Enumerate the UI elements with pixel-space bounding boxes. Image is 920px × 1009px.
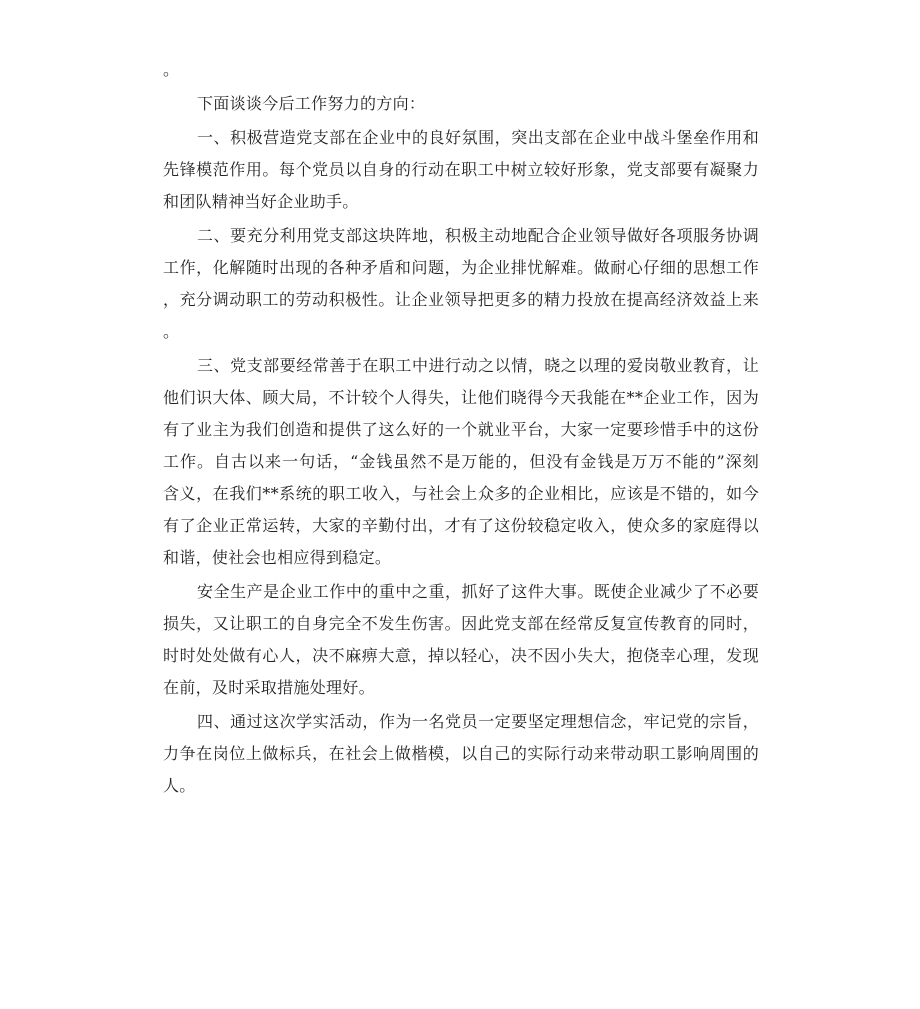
text-line: 有了企业正常运转，大家的辛勤付出，才有了这份较稳定收入，使众多的家庭得以 [163,516,759,535]
text-line: 二、要充分利用党支部这块阵地，积极主动地配合企业领导做好各项服务协调 [197,226,759,245]
text-line: 在前，及时采取措施处理好。 [163,678,375,697]
text-line: 损失，又让职工的自身完全不发生伤害。因此党支部在经常反复宣传教育的同时， [163,614,759,633]
text-line: 。 [163,60,180,79]
text-line: 工作。自古以来一句话，“金钱虽然不是万能的，但没有金钱是万万不能的”深刻 [163,452,759,471]
text-line: 和团队精神当好企业助手。 [163,192,359,211]
text-line: 。 [163,322,180,341]
text-line: 下面谈谈今后工作努力的方向： [197,94,426,113]
text-line: 和谐，使社会也相应得到稳定。 [163,548,392,567]
text-line: 人。 [163,776,196,795]
text-line: 工作，化解随时出现的各种矛盾和问题，为企业排忧解难。做耐心仔细的思想工作 [163,258,759,277]
text-line: 力争在岗位上做标兵，在社会上做楷模，以自己的实际行动来带动职工影响周围的 [163,744,759,763]
document-body [163,54,759,802]
text-line: 安全生产是企业工作中的重中之重，抓好了这件大事。既使企业减少了不必要 [197,582,759,601]
text-line: ，充分调动职工的劳动积极性。让企业领导把更多的精力投放在提高经济效益上来 [163,290,759,309]
text-line: 含义，在我们**系统的职工收入，与社会上众多的企业相比，应该是不错的，如今 [163,484,759,503]
text-line: 有了业主为我们创造和提供了这么好的一个就业平台，大家一定要珍惜手中的这份 [163,420,759,439]
text-line: 他们识大体、顾大局，不计较个人得失，让他们晓得今天我能在**企业工作，因为 [163,388,759,407]
text-line: 时时处处做有心人，决不麻痹大意，掉以轻心，决不因小失大，抱侥幸心理，发现 [163,646,759,665]
text-line: 一、积极营造党支部在企业中的良好氛围，突出支部在企业中战斗堡垒作用和 [197,128,759,147]
text-line: 四、通过这次学实活动，作为一名党员一定要坚定理想信念，牢记党的宗旨， [197,712,759,731]
text-line: 先锋模范作用。每个党员以自身的行动在职工中树立较好形象，党支部要有凝聚力 [163,160,759,179]
text-line: 三、党支部要经常善于在职工中进行动之以情，晓之以理的爱岗敬业教育，让 [197,356,759,375]
